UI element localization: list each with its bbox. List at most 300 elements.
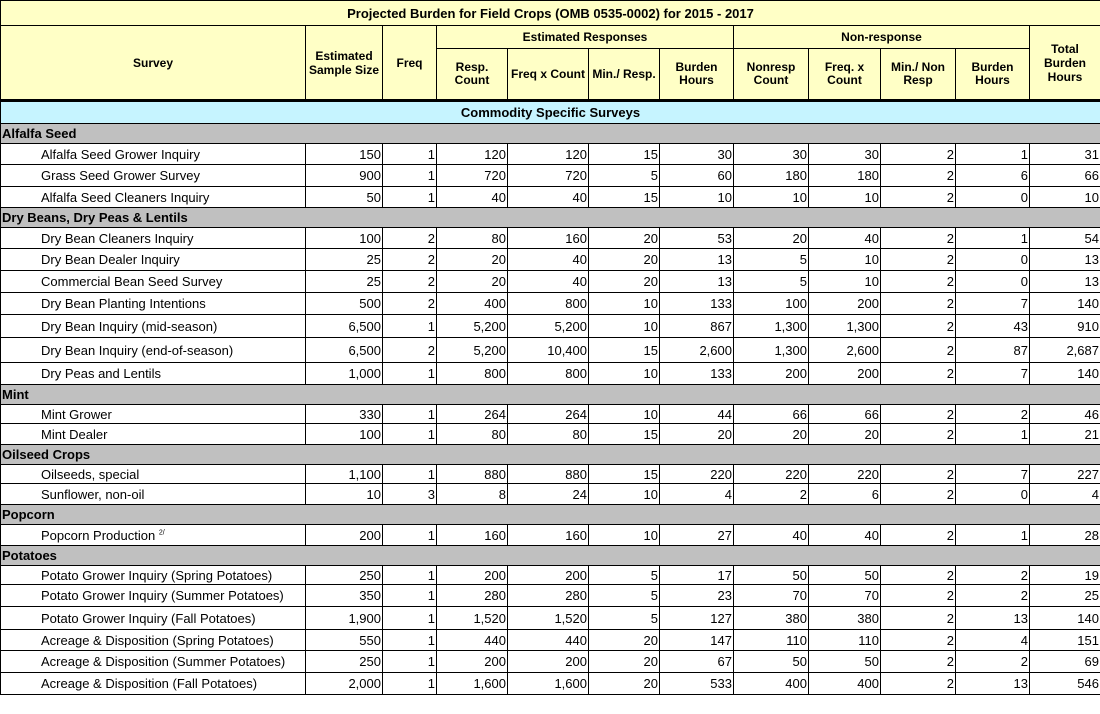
table-cell: 1 [383,165,437,187]
table-cell: 50 [734,651,809,673]
table-cell: 30 [809,144,881,165]
table-cell: 2 [383,293,437,315]
table-cell: 40 [508,249,589,271]
table-cell: 10 [809,271,881,293]
table-cell: 180 [809,165,881,187]
survey-name: Potato Grower Inquiry (Summer Potatoes) [1,585,306,607]
table-cell: 2 [383,249,437,271]
table-cell: 2 [881,484,956,505]
table-cell: 40 [809,525,881,546]
table-cell: 330 [306,405,383,424]
table-cell: 30 [734,144,809,165]
header-freq: Freq [383,26,437,101]
table-cell: 250 [306,651,383,673]
table-row [1,651,1100,673]
survey-name: Commercial Bean Seed Survey [1,271,306,293]
table-cell: 180 [734,165,809,187]
survey-name: Dry Bean Cleaners Inquiry [1,228,306,249]
table-cell: 25 [306,249,383,271]
table-cell: 151 [1030,630,1100,651]
table-cell: 200 [734,363,809,385]
survey-name: Dry Bean Planting Intentions [1,293,306,315]
table-row [1,363,1100,385]
table-cell: 1,900 [306,607,383,630]
table-cell: 200 [306,525,383,546]
table-cell: 20 [589,673,660,695]
survey-name: Dry Bean Dealer Inquiry [1,249,306,271]
table-row [1,630,1100,651]
table-cell: 67 [660,651,734,673]
table-cell: 110 [809,630,881,651]
table-cell: 2 [956,585,1030,607]
table-cell: 54 [1030,228,1100,249]
table-cell: 25 [306,271,383,293]
table-cell: 140 [1030,363,1100,385]
table-cell: 800 [508,363,589,385]
table-cell: 546 [1030,673,1100,695]
table-cell: 4 [1030,484,1100,505]
table-cell: 1 [383,424,437,445]
table-cell: 400 [437,293,508,315]
table-cell: 15 [589,187,660,208]
table-row [1,165,1100,187]
table-row [1,607,1100,630]
table-cell: 5 [589,607,660,630]
header-min-non-resp: Min./ Non Resp [881,49,956,101]
table-cell: 2 [881,315,956,338]
survey-name: Dry Peas and Lentils [1,363,306,385]
table-cell: 440 [437,630,508,651]
table-cell: 2 [881,607,956,630]
survey-name: Dry Bean Inquiry (mid-season) [1,315,306,338]
table-row [1,249,1100,271]
table-cell: 15 [589,338,660,363]
table-cell: 0 [956,249,1030,271]
table-cell: 15 [589,465,660,484]
table-body [1,101,1100,695]
table-cell: 6,500 [306,315,383,338]
table-cell: 1 [956,424,1030,445]
table-cell: 150 [306,144,383,165]
table-cell: 2,600 [809,338,881,363]
table-cell: 2 [881,651,956,673]
footnote-ref: 2/ [158,529,165,537]
table-cell: 10 [306,484,383,505]
table-cell: 2 [881,228,956,249]
table-cell: 400 [734,673,809,695]
group-title: Mint [1,385,1100,405]
header-resp-count: Resp. Count [437,49,508,101]
table-cell: 60 [660,165,734,187]
table-cell: 2 [881,566,956,585]
table-cell: 20 [660,424,734,445]
table-cell: 19 [1030,566,1100,585]
table-cell: 1 [383,363,437,385]
table-cell: 20 [589,630,660,651]
table-cell: 200 [508,651,589,673]
table-cell: 250 [306,566,383,585]
survey-name: Mint Grower [1,405,306,424]
header-nonresp-count: Nonresp Count [734,49,809,101]
table-cell: 800 [437,363,508,385]
table-cell: 800 [508,293,589,315]
table-cell: 23 [660,585,734,607]
survey-name: Mint Dealer [1,424,306,445]
table-cell: 6 [956,165,1030,187]
table-cell: 2 [734,484,809,505]
table-cell: 1 [383,405,437,424]
table-cell: 2 [383,271,437,293]
table-cell: 1,100 [306,465,383,484]
table-cell: 220 [660,465,734,484]
table-cell: 20 [437,271,508,293]
table-cell: 1,300 [734,338,809,363]
table-row [1,673,1100,695]
table-cell: 13 [660,249,734,271]
table-cell: 1,000 [306,363,383,385]
group-title: Potatoes [1,546,1100,566]
table-cell: 1,520 [508,607,589,630]
table-cell: 2 [881,405,956,424]
table-cell: 160 [508,525,589,546]
table-cell: 2 [881,525,956,546]
table-cell: 13 [660,271,734,293]
table-cell: 66 [1030,165,1100,187]
table-cell: 13 [1030,271,1100,293]
table-title: Projected Burden for Field Crops (OMB 0535-0002) for 2015 - 2017 [1,1,1100,26]
table-cell: 2,687 [1030,338,1100,363]
table-cell: 20 [734,424,809,445]
table-cell: 10 [589,405,660,424]
table-cell: 4 [956,630,1030,651]
table-row [1,424,1100,445]
table-cell: 3 [383,484,437,505]
table-cell: 7 [956,465,1030,484]
table-cell: 1 [383,465,437,484]
table-cell: 13 [956,673,1030,695]
table-cell: 880 [437,465,508,484]
table-cell: 2 [956,566,1030,585]
table-cell: 2 [881,363,956,385]
table-cell: 5 [589,566,660,585]
table-cell: 10 [1030,187,1100,208]
survey-name: Grass Seed Grower Survey [1,165,306,187]
table-cell: 2 [881,424,956,445]
survey-name: Potato Grower Inquiry (Spring Potatoes) [1,566,306,585]
header-survey: Survey [1,26,306,101]
survey-name: Oilseeds, special [1,465,306,484]
table-cell: 10 [809,249,881,271]
table-cell: 200 [437,651,508,673]
group-title: Oilseed Crops [1,445,1100,465]
table-cell: 5,200 [437,315,508,338]
survey-name: Acreage & Disposition (Spring Potatoes) [1,630,306,651]
table-cell: 50 [809,566,881,585]
table-cell: 46 [1030,405,1100,424]
table-cell: 5 [589,165,660,187]
table-cell: 2,000 [306,673,383,695]
table-cell: 264 [508,405,589,424]
table-cell: 2 [881,271,956,293]
table-cell: 66 [734,405,809,424]
table-cell: 87 [956,338,1030,363]
table-cell: 280 [508,585,589,607]
table-cell: 15 [589,424,660,445]
table-row [1,484,1100,505]
table-cell: 44 [660,405,734,424]
table-cell: 13 [956,607,1030,630]
group-row [1,445,1100,465]
table-cell: 10 [589,363,660,385]
table-cell: 10 [660,187,734,208]
survey-name: Alfalfa Seed Grower Inquiry [1,144,306,165]
table-cell: 70 [809,585,881,607]
table-cell: 31 [1030,144,1100,165]
table-cell: 5 [734,271,809,293]
table-cell: 1 [956,228,1030,249]
table-cell: 400 [809,673,881,695]
table-cell: 10 [589,525,660,546]
table-cell: 1,600 [437,673,508,695]
table-cell: 1 [383,187,437,208]
survey-name: Potato Grower Inquiry (Fall Potatoes) [1,607,306,630]
table-cell: 720 [437,165,508,187]
table-cell: 80 [437,228,508,249]
table-cell: 200 [809,363,881,385]
group-row [1,546,1100,566]
header-estimated-responses: Estimated Responses [437,26,734,49]
table-cell: 200 [809,293,881,315]
table-cell: 24 [508,484,589,505]
table-cell: 280 [437,585,508,607]
table-cell: 6,500 [306,338,383,363]
table-cell: 50 [809,651,881,673]
table-cell: 440 [508,630,589,651]
table-cell: 10 [809,187,881,208]
table-cell: 20 [589,651,660,673]
table-cell: 25 [1030,585,1100,607]
table-cell: 120 [508,144,589,165]
survey-name: Sunflower, non-oil [1,484,306,505]
table-cell: 2 [881,144,956,165]
table-cell: 1 [383,630,437,651]
table-cell: 100 [306,228,383,249]
table-cell: 20 [809,424,881,445]
table-cell: 200 [437,566,508,585]
group-row [1,208,1100,228]
table-row [1,566,1100,585]
table-cell: 1 [383,651,437,673]
table-cell: 147 [660,630,734,651]
table-row [1,338,1100,363]
table-cell: 720 [508,165,589,187]
table-cell: 27 [660,525,734,546]
table-cell: 220 [809,465,881,484]
table-cell: 140 [1030,607,1100,630]
table-cell: 80 [508,424,589,445]
table-cell: 2 [881,187,956,208]
table-cell: 1 [383,673,437,695]
table-cell: 380 [734,607,809,630]
table-cell: 2 [881,293,956,315]
table-cell: 43 [956,315,1030,338]
table-cell: 21 [1030,424,1100,445]
table-cell: 127 [660,607,734,630]
table-cell: 20 [589,271,660,293]
table-cell: 880 [508,465,589,484]
table-cell: 2 [956,651,1030,673]
group-row [1,505,1100,525]
table-cell: 40 [508,187,589,208]
table-cell: 53 [660,228,734,249]
group-title: Popcorn [1,505,1100,525]
table-cell: 500 [306,293,383,315]
table-cell: 40 [437,187,508,208]
table-cell: 66 [809,405,881,424]
table-cell: 15 [589,144,660,165]
table-cell: 70 [734,585,809,607]
table-cell: 5 [589,585,660,607]
table-cell: 264 [437,405,508,424]
table-cell: 1 [383,585,437,607]
table-row [1,405,1100,424]
table-cell: 20 [437,249,508,271]
table-cell: 69 [1030,651,1100,673]
table-cell: 40 [734,525,809,546]
table-cell: 10,400 [508,338,589,363]
table-cell: 867 [660,315,734,338]
table-cell: 2 [956,405,1030,424]
table-cell: 5 [734,249,809,271]
table-cell: 4 [660,484,734,505]
table-cell: 0 [956,271,1030,293]
table-row [1,585,1100,607]
table-row [1,525,1100,546]
group-row [1,385,1100,405]
table-cell: 1 [383,566,437,585]
header-burden-hours: Burden Hours [660,49,734,101]
table-cell: 2 [383,338,437,363]
table-cell: 1,520 [437,607,508,630]
table-cell: 13 [1030,249,1100,271]
table-cell: 80 [437,424,508,445]
table-cell: 20 [589,228,660,249]
table-cell: 533 [660,673,734,695]
table-cell: 40 [508,271,589,293]
header-freq-x-count: Freq x Count [508,49,589,101]
table-cell: 550 [306,630,383,651]
table-cell: 10 [589,293,660,315]
table-cell: 10 [589,315,660,338]
table-cell: 17 [660,566,734,585]
section-title: Commodity Specific Surveys [1,101,1100,124]
table-cell: 220 [734,465,809,484]
survey-name: Alfalfa Seed Cleaners Inquiry [1,187,306,208]
table-cell: 28 [1030,525,1100,546]
table-cell: 1,600 [508,673,589,695]
table-cell: 100 [734,293,809,315]
table-row [1,465,1100,484]
table-cell: 0 [956,484,1030,505]
table-cell: 380 [809,607,881,630]
table-cell: 110 [734,630,809,651]
table-cell: 1,300 [734,315,809,338]
header-total-burden-hours: Total Burden Hours [1030,26,1100,101]
table-cell: 6 [809,484,881,505]
table-cell: 2 [881,585,956,607]
table-cell: 140 [1030,293,1100,315]
header-nr-freq-x-count: Freq. x Count [809,49,881,101]
table-cell: 2 [881,630,956,651]
table-cell: 1 [956,144,1030,165]
table-cell: 100 [306,424,383,445]
table-cell: 7 [956,363,1030,385]
group-title: Alfalfa Seed [1,124,1100,144]
survey-name: Acreage & Disposition (Summer Potatoes) [1,651,306,673]
survey-name: Popcorn Production $^{2/}$ [1,525,306,546]
survey-name: Acreage & Disposition (Fall Potatoes) [1,673,306,695]
table-cell: 50 [734,566,809,585]
table-cell: 2 [881,165,956,187]
table-cell: 10 [589,484,660,505]
table-cell: 2 [383,228,437,249]
table-cell: 1 [383,525,437,546]
table-cell: 133 [660,363,734,385]
table-row [1,271,1100,293]
table-row [1,293,1100,315]
table-cell: 1 [956,525,1030,546]
table-cell: 900 [306,165,383,187]
table-row [1,228,1100,249]
table-cell: 1 [383,144,437,165]
table-row [1,187,1100,208]
table-cell: 160 [437,525,508,546]
header-nr-burden-hours: Burden Hours [956,49,1030,101]
table-cell: 200 [508,566,589,585]
table-cell: 50 [306,187,383,208]
table-cell: 120 [437,144,508,165]
table-cell: 160 [508,228,589,249]
table-cell: 910 [1030,315,1100,338]
header-min-resp: Min./ Resp. [589,49,660,101]
table-cell: 133 [660,293,734,315]
table-cell: 0 [956,187,1030,208]
table-cell: 1 [383,315,437,338]
table-row [1,315,1100,338]
table-cell: 2,600 [660,338,734,363]
table-cell: 2 [881,673,956,695]
table-row [1,144,1100,165]
group-title: Dry Beans, Dry Peas & Lentils [1,208,1100,228]
table-cell: 30 [660,144,734,165]
table-cell: 350 [306,585,383,607]
header-sample-size: Estimated Sample Size [306,26,383,101]
table-cell: 2 [881,465,956,484]
table-cell: 5,200 [508,315,589,338]
table-cell: 5,200 [437,338,508,363]
survey-name: Dry Bean Inquiry (end-of-season) [1,338,306,363]
table-cell: 1 [383,607,437,630]
table-cell: 40 [809,228,881,249]
table-cell: 20 [589,249,660,271]
table-cell: 2 [881,338,956,363]
table-cell: 227 [1030,465,1100,484]
table-cell: 1,300 [809,315,881,338]
table-cell: 10 [734,187,809,208]
header-non-response: Non-response [734,26,1030,49]
table-cell: 8 [437,484,508,505]
table-cell: 7 [956,293,1030,315]
